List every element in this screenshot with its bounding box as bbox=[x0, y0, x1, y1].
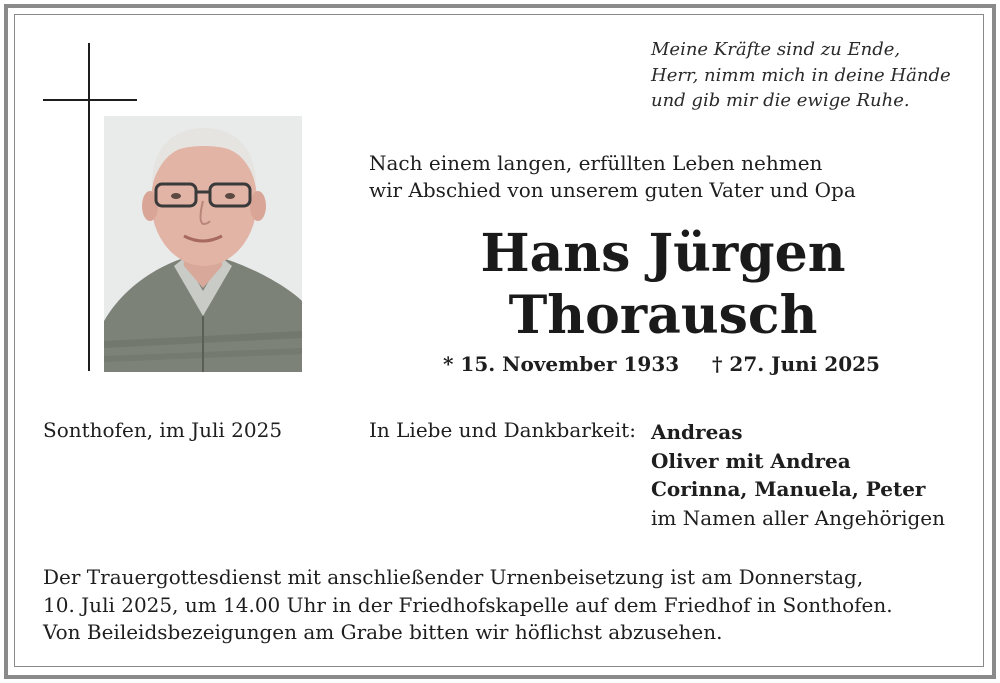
cross-icon-vertical bbox=[88, 43, 90, 371]
birth-date: * 15. November 1933 bbox=[443, 352, 680, 376]
intro-line: wir Abschied von unserem guten Vater und Opa bbox=[369, 178, 856, 202]
intro-text bbox=[369, 150, 856, 204]
verse bbox=[651, 37, 951, 114]
service-line: Von Beileidsbezeigungen am Grabe bitten wir höflichst abzusehen. bbox=[43, 620, 723, 644]
service-line: Der Trauergottesdienst mit anschließender Urnenbeisetzung ist am Donnerstag, bbox=[43, 565, 864, 589]
place-date: Sonthofen, im Juli 2025 bbox=[43, 418, 283, 442]
service-notice bbox=[43, 564, 893, 647]
verse-line: und gib mir die ewige Ruhe. bbox=[651, 90, 910, 111]
cross-icon-horizontal bbox=[43, 99, 137, 101]
family-list bbox=[651, 418, 945, 532]
relatives-line: im Namen aller Angehörigen bbox=[651, 505, 946, 530]
verse-line: Herr, nimm mich in deine Hände bbox=[651, 64, 951, 86]
portrait-photo bbox=[104, 116, 302, 372]
verse-line: Meine Kräfte sind zu Ende, bbox=[651, 39, 901, 60]
death-date: † 27. Juni 2025 bbox=[712, 352, 880, 376]
family-member: Oliver mit Andrea bbox=[651, 448, 851, 473]
intro-line: Nach einem langen, erfüllten Leben nehmen bbox=[369, 151, 823, 175]
deceased-last-name: Thorausch bbox=[508, 285, 818, 346]
portrait-image bbox=[104, 116, 302, 372]
deceased-first-names: Hans Jürgen bbox=[480, 223, 846, 284]
thanks-label: In Liebe und Dankbarkeit: bbox=[369, 418, 636, 442]
family-member: Andreas bbox=[651, 420, 743, 444]
service-line: 10. Juli 2025, um 14.00 Uhr in der Friedhofskapelle auf dem Friedhof in Sonthofen. bbox=[43, 592, 893, 617]
family-member: Corinna, Manuela, Peter bbox=[651, 477, 926, 501]
